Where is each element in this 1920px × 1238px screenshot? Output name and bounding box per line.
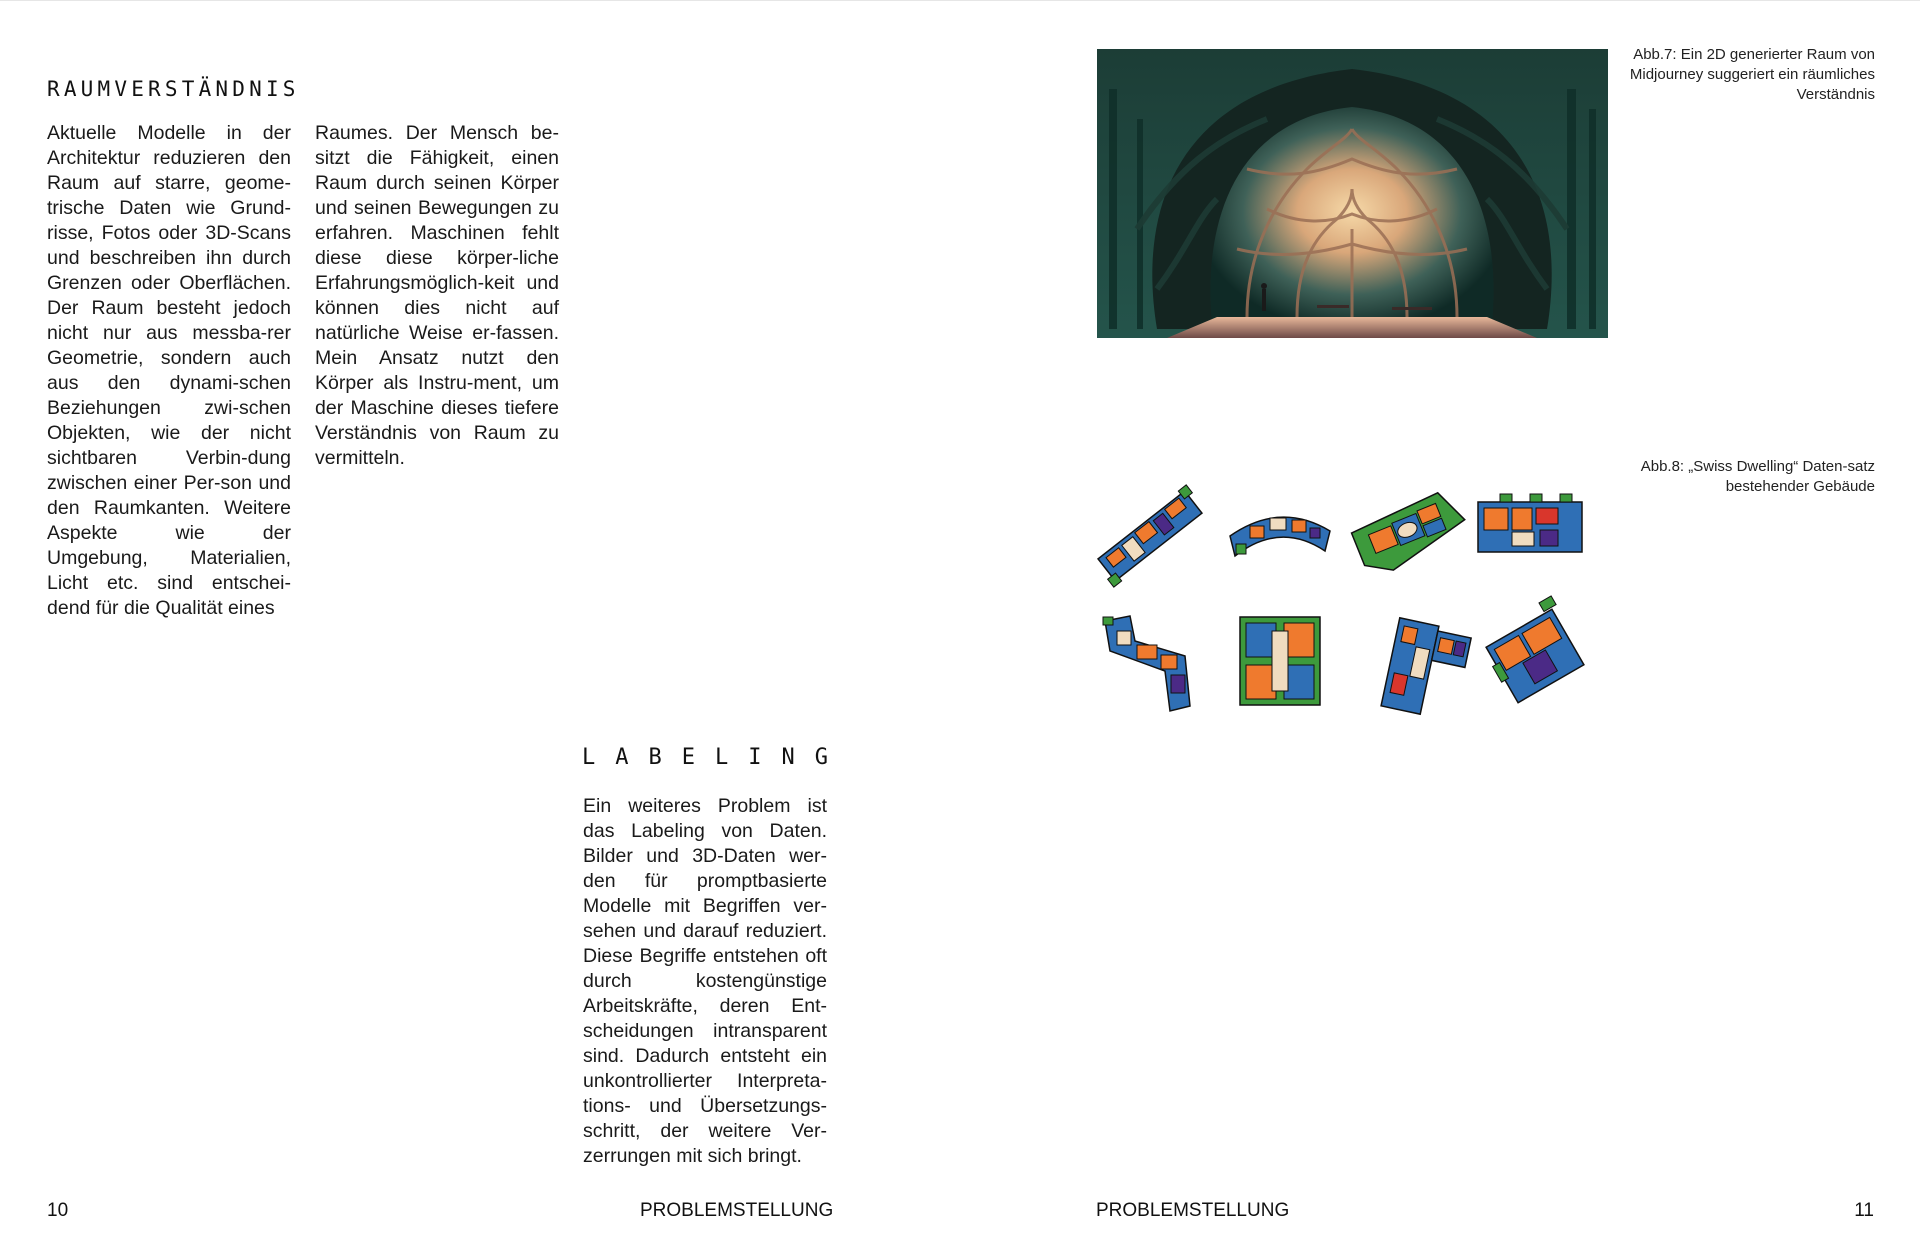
body-text-column-2: Raumes. Der Mensch be-sitzt die Fähigkeit, einen Raum durch seinen Körper und seinen Bewegungen zu erfahren. Maschinen fehlt diese diese körper-liche Erfahrungsmöglich-keit und können dies nicht auf natürliche Weise er-fassen. Mein Ansatz nutzt den Körper als Instru-ment, um der Maschine dieses tiefere Verständnis von Raum zu vermitteln. [315,122,559,469]
floorplan-5 [1103,616,1190,711]
figure-7-generated-room-image [1097,49,1608,338]
body-text-column-1: Aktuelle Modelle in der Architektur reduzieren den Raum auf starre, geome-trische Daten wie Grund-risse, Fotos oder 3D-Scans und beschreiben ihn durch Grenzen oder Oberflächen. Der Raum besteht jedoch nicht nur aus messba-rer Geometrie, sondern auch aus den dynami-schen Beziehungen zwi-schen Objekten, wie der nicht sichtbaren Verbin-dung zwischen einer Per-son und den Raumkanten. Weitere Aspekte wie der Umgebung, Materialien, Licht etc. sind entschei-dend für die Qualität eines [47,122,291,619]
section-heading-raumverstaendnis: RAUMVERSTÄNDNIS [47,77,300,101]
floorplan-2 [1230,517,1330,556]
page-number-left: 10 [47,1200,69,1221]
page-number-right: 11 [1854,1200,1874,1221]
floorplan-7 [1381,618,1472,721]
body-text-column-3: Ein weiteres Problem ist das Labeling von Daten. Bilder und 3D-Daten wer-den für promptbasierte Modelle mit Begriffen ver-sehen und darauf reduziert. Diese Begriffe entstehen oft durch kostengünstige Arbeitskräfte, deren Ent-scheidungen intransparent sind. Dadurch entsteht ein unkontrollierter Interpreta-tions- und Übersetzungs-schritt, der weitere Ver-zerrungen mit sich bringt. [583,795,827,1167]
floorplan-8 [1477,596,1589,705]
running-footer-left: PROBLEMSTELLUNG [640,1200,834,1221]
figure-7-caption: Abb.7: Ein 2D generierter Raum von Midjourney suggeriert ein räumliches Verständnis [1629,46,1875,103]
section-heading-labeling: LABELING [582,745,848,770]
floorplan-6 [1240,617,1320,705]
floorplan-4 [1478,494,1582,552]
floorplan-3 [1350,487,1473,579]
floorplan-1 [1092,485,1209,587]
figure-8-caption: Abb.8: „Swiss Dwelling“ Daten-satz bestehender Gebäude [1640,458,1875,495]
running-footer-right: PROBLEMSTELLUNG [1096,1200,1290,1221]
figure-8-floorplan-dataset [1090,466,1620,726]
